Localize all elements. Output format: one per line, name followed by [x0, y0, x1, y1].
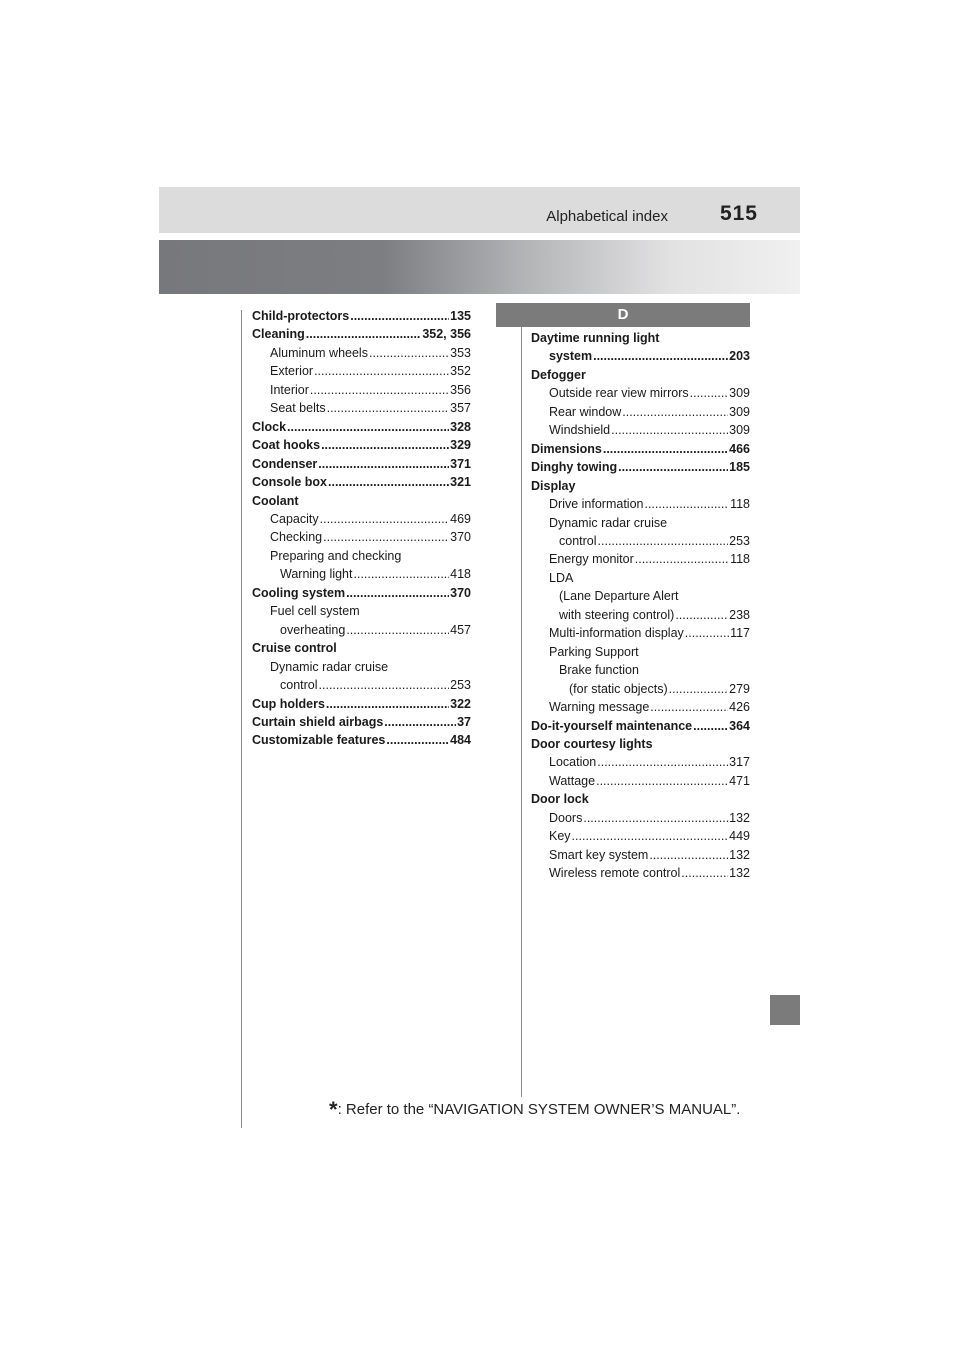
index-entry-term: control	[280, 678, 318, 693]
leader-dots	[323, 528, 449, 546]
leader-dots	[354, 565, 450, 583]
index-entry-term: Defogger	[531, 367, 586, 382]
leader-dots	[287, 418, 449, 436]
index-entry	[252, 307, 471, 325]
index-entry	[252, 565, 471, 583]
leader-dots	[603, 440, 728, 458]
index-entry	[252, 362, 471, 380]
footnote	[329, 1097, 740, 1123]
index-entry	[252, 639, 471, 657]
index-entry-page: 426	[729, 700, 750, 715]
index-entry-page: 253	[729, 533, 750, 548]
index-entry	[531, 772, 750, 790]
leader-dots	[649, 846, 728, 864]
index-entry-page: 203	[729, 349, 750, 364]
index-entry	[252, 621, 471, 639]
index-entry	[531, 366, 750, 384]
index-entry-term: Do-it-yourself maintenance	[531, 718, 693, 733]
index-entry-page: 253	[450, 678, 471, 693]
index-entry-page: 118	[730, 552, 750, 567]
leader-dots	[611, 421, 728, 439]
index-entry-term: Smart key system	[549, 847, 649, 862]
index-entry	[252, 731, 471, 749]
chapter-side-tab	[770, 995, 800, 1025]
index-entry	[252, 381, 471, 399]
index-entry-term: Brake function	[559, 663, 639, 678]
index-entry-term: Seat belts	[270, 401, 326, 416]
index-entry-term: Console box	[252, 475, 328, 490]
header-gradient-band	[159, 240, 800, 294]
leader-dots	[320, 510, 450, 528]
index-entry	[531, 550, 750, 568]
leader-dots	[644, 495, 729, 513]
index-entry-term: Checking	[270, 530, 323, 545]
leader-dots	[346, 584, 449, 602]
index-entry	[252, 584, 471, 602]
index-entry	[531, 532, 750, 550]
index-entry-page: 135	[450, 309, 471, 323]
index-entry-term: Dinghy towing	[531, 460, 618, 475]
index-entry	[252, 510, 471, 528]
leader-dots	[693, 717, 728, 735]
leader-dots	[690, 384, 729, 402]
leader-dots	[384, 713, 456, 731]
index-entry-term: Preparing and checking	[270, 548, 402, 563]
index-entry-term: Dimensions	[531, 441, 602, 456]
index-entry-term: Door lock	[531, 792, 589, 807]
index-entry	[252, 473, 471, 491]
index-entry-term: control	[559, 533, 597, 548]
index-entry-page: 132	[729, 810, 750, 825]
index-entry	[531, 569, 750, 587]
leader-dots	[350, 307, 449, 325]
index-entry-term: (Lane Departure Alert	[559, 589, 679, 604]
leader-dots	[314, 362, 449, 380]
index-entry	[531, 458, 750, 476]
index-entry	[252, 695, 471, 713]
middle-column-rule	[521, 327, 522, 1097]
index-entry-term: Cooling system	[252, 585, 346, 600]
index-entry-page: 370	[450, 585, 471, 600]
index-entry-term: Display	[531, 478, 576, 493]
index-entry	[252, 418, 471, 436]
index-entry	[252, 528, 471, 546]
index-entry	[531, 680, 750, 698]
index-entry-page: 279	[729, 681, 750, 696]
index-entry	[531, 514, 750, 532]
index-entry	[252, 455, 471, 473]
index-entry-term: Capacity	[270, 511, 319, 526]
index-entry	[531, 587, 750, 605]
index-entry	[252, 658, 471, 676]
leader-dots	[310, 381, 449, 399]
index-entry	[252, 602, 471, 620]
index-entry-page: 484	[450, 733, 471, 748]
index-entry	[531, 735, 750, 753]
footnote-symbol: *	[329, 1097, 338, 1122]
index-entry-page: 309	[729, 404, 750, 419]
leader-dots	[583, 809, 728, 827]
index-entry-term: Rear window	[549, 404, 622, 419]
index-entry-term: Customizable features	[252, 733, 386, 748]
leader-dots	[306, 325, 422, 343]
index-entry	[531, 440, 750, 458]
index-entry	[531, 753, 750, 771]
index-entry	[531, 347, 750, 365]
index-entry	[531, 661, 750, 679]
leader-dots	[596, 772, 728, 790]
index-entry-term: Coat hooks	[252, 438, 321, 453]
index-entry-term: Exterior	[270, 364, 314, 379]
leader-dots	[618, 458, 728, 476]
index-entry-term: Location	[549, 755, 597, 770]
index-entry	[531, 403, 750, 421]
index-entry-term: Clock	[252, 419, 287, 434]
index-entry-page: 321	[450, 475, 471, 490]
section-letter-header: D	[496, 303, 750, 327]
leader-dots	[650, 698, 728, 716]
page-header	[159, 187, 800, 233]
page-number: 515	[719, 202, 758, 225]
header-title: Alphabetical index	[546, 208, 668, 225]
index-entry-page: 118	[730, 497, 750, 512]
index-entry	[252, 676, 471, 694]
index-entry-page: 322	[450, 696, 471, 711]
leader-dots	[321, 436, 449, 454]
index-entry-page: 466	[729, 441, 750, 456]
index-entry	[531, 606, 750, 624]
leader-dots	[326, 695, 449, 713]
index-entry	[252, 325, 471, 343]
index-entry-page: 329	[450, 438, 471, 453]
index-entry-page: 352, 356	[422, 327, 471, 342]
index-entry-term: Multi-information display	[549, 626, 684, 641]
footnote-text: : Refer to the “NAVIGATION SYSTEM OWNER’S MANUAL”.	[337, 1101, 741, 1118]
index-entry	[531, 809, 750, 827]
index-entry	[531, 421, 750, 439]
index-entry-term: with steering control)	[559, 607, 675, 622]
index-entry-term: Wattage	[549, 773, 596, 788]
left-column-rule	[241, 310, 242, 1128]
index-entry-page: 357	[450, 401, 471, 416]
index-entry-term: Key	[549, 829, 571, 844]
index-entry	[252, 492, 471, 510]
index-entry-term: Windshield	[549, 423, 611, 438]
index-entry-term: Door courtesy lights	[531, 736, 653, 751]
index-entry-term: system	[549, 349, 593, 364]
leader-dots	[622, 403, 728, 421]
index-entry-term: Interior	[270, 382, 309, 397]
index-entry	[531, 698, 750, 716]
index-entry-page: 238	[729, 607, 750, 622]
leader-dots	[635, 550, 729, 568]
index-entry-term: Cup holders	[252, 696, 325, 711]
leader-dots	[681, 864, 728, 882]
index-entry-page: 309	[729, 423, 750, 438]
index-entry-page: 132	[729, 866, 750, 881]
leader-dots	[319, 676, 450, 694]
index-entry-term: Curtain shield airbags	[252, 714, 384, 729]
leader-dots	[669, 680, 729, 698]
leader-dots	[675, 606, 728, 624]
index-entry-term: (for static objects)	[569, 681, 668, 696]
index-entry-page: 317	[729, 755, 750, 770]
index-entry-page: 132	[729, 847, 750, 862]
index-entry	[531, 384, 750, 402]
index-entry-page: 353	[450, 345, 471, 360]
index-entry-term: Aluminum wheels	[270, 345, 368, 360]
index-entry-page: 328	[450, 419, 471, 434]
index-entry	[531, 329, 750, 347]
index-entry	[531, 827, 750, 845]
index-entry-term: Dynamic radar cruise	[270, 659, 389, 674]
index-entry-page: 185	[729, 460, 750, 475]
leader-dots	[598, 532, 729, 550]
index-entry	[252, 399, 471, 417]
index-entry-term: Warning message	[549, 700, 650, 715]
index-entry-term: Parking Support	[549, 644, 639, 659]
index-entry-term: Coolant	[252, 493, 299, 508]
index-entry	[531, 495, 750, 513]
index-entry-term: Warning light	[280, 567, 353, 582]
index-entry-page: 471	[729, 773, 750, 788]
index-column-left	[252, 307, 471, 750]
index-entry-term: Daytime running light	[531, 331, 660, 345]
index-entry	[531, 846, 750, 864]
index-entry-page: 370	[450, 530, 471, 545]
index-entry-term: LDA	[549, 570, 574, 585]
index-entry-term: Wireless remote control	[549, 866, 681, 881]
leader-dots	[593, 347, 728, 365]
index-entry-term: Outside rear view mirrors	[549, 386, 689, 401]
index-entry-page: 356	[450, 382, 471, 397]
index-entry-term: Energy monitor	[549, 552, 634, 567]
leader-dots	[327, 399, 450, 417]
index-entry	[531, 643, 750, 661]
leader-dots	[346, 621, 449, 639]
index-entry-term: Condenser	[252, 456, 318, 471]
index-entry-term: overheating	[280, 622, 346, 637]
index-entry	[531, 864, 750, 882]
index-entry-page: 37	[457, 714, 471, 729]
index-entry-page: 352	[450, 364, 471, 379]
leader-dots	[318, 455, 449, 473]
leader-dots	[572, 827, 729, 845]
index-entry-page: 309	[729, 386, 750, 401]
leader-dots	[685, 624, 729, 642]
index-entry-term: Fuel cell system	[270, 604, 360, 619]
index-entry-page: 449	[729, 829, 750, 844]
index-entry-term: Dynamic radar cruise	[549, 515, 668, 530]
index-entry	[531, 790, 750, 808]
leader-dots	[328, 473, 449, 491]
leader-dots	[386, 731, 449, 749]
index-entry	[531, 477, 750, 495]
index-entry-page: 371	[450, 456, 471, 471]
index-entry	[531, 717, 750, 735]
index-entry-term: Doors	[549, 810, 583, 825]
index-entry-term: Child-protectors	[252, 309, 350, 323]
index-entry-page: 457	[450, 622, 471, 637]
index-entry	[252, 344, 471, 362]
index-entry-term: Cleaning	[252, 327, 305, 342]
index-entry-term: Drive information	[549, 497, 644, 512]
index-entry-page: 364	[729, 718, 750, 733]
index-entry-page: 418	[450, 567, 471, 582]
index-entry	[252, 713, 471, 731]
index-entry-page: 469	[450, 511, 471, 526]
index-entry	[252, 436, 471, 454]
index-entry	[531, 624, 750, 642]
index-entry-term: Cruise control	[252, 641, 337, 656]
leader-dots	[369, 344, 449, 362]
index-entry	[252, 547, 471, 565]
index-entry-page: 117	[730, 626, 750, 641]
leader-dots	[597, 753, 728, 771]
index-column-right	[531, 329, 750, 883]
